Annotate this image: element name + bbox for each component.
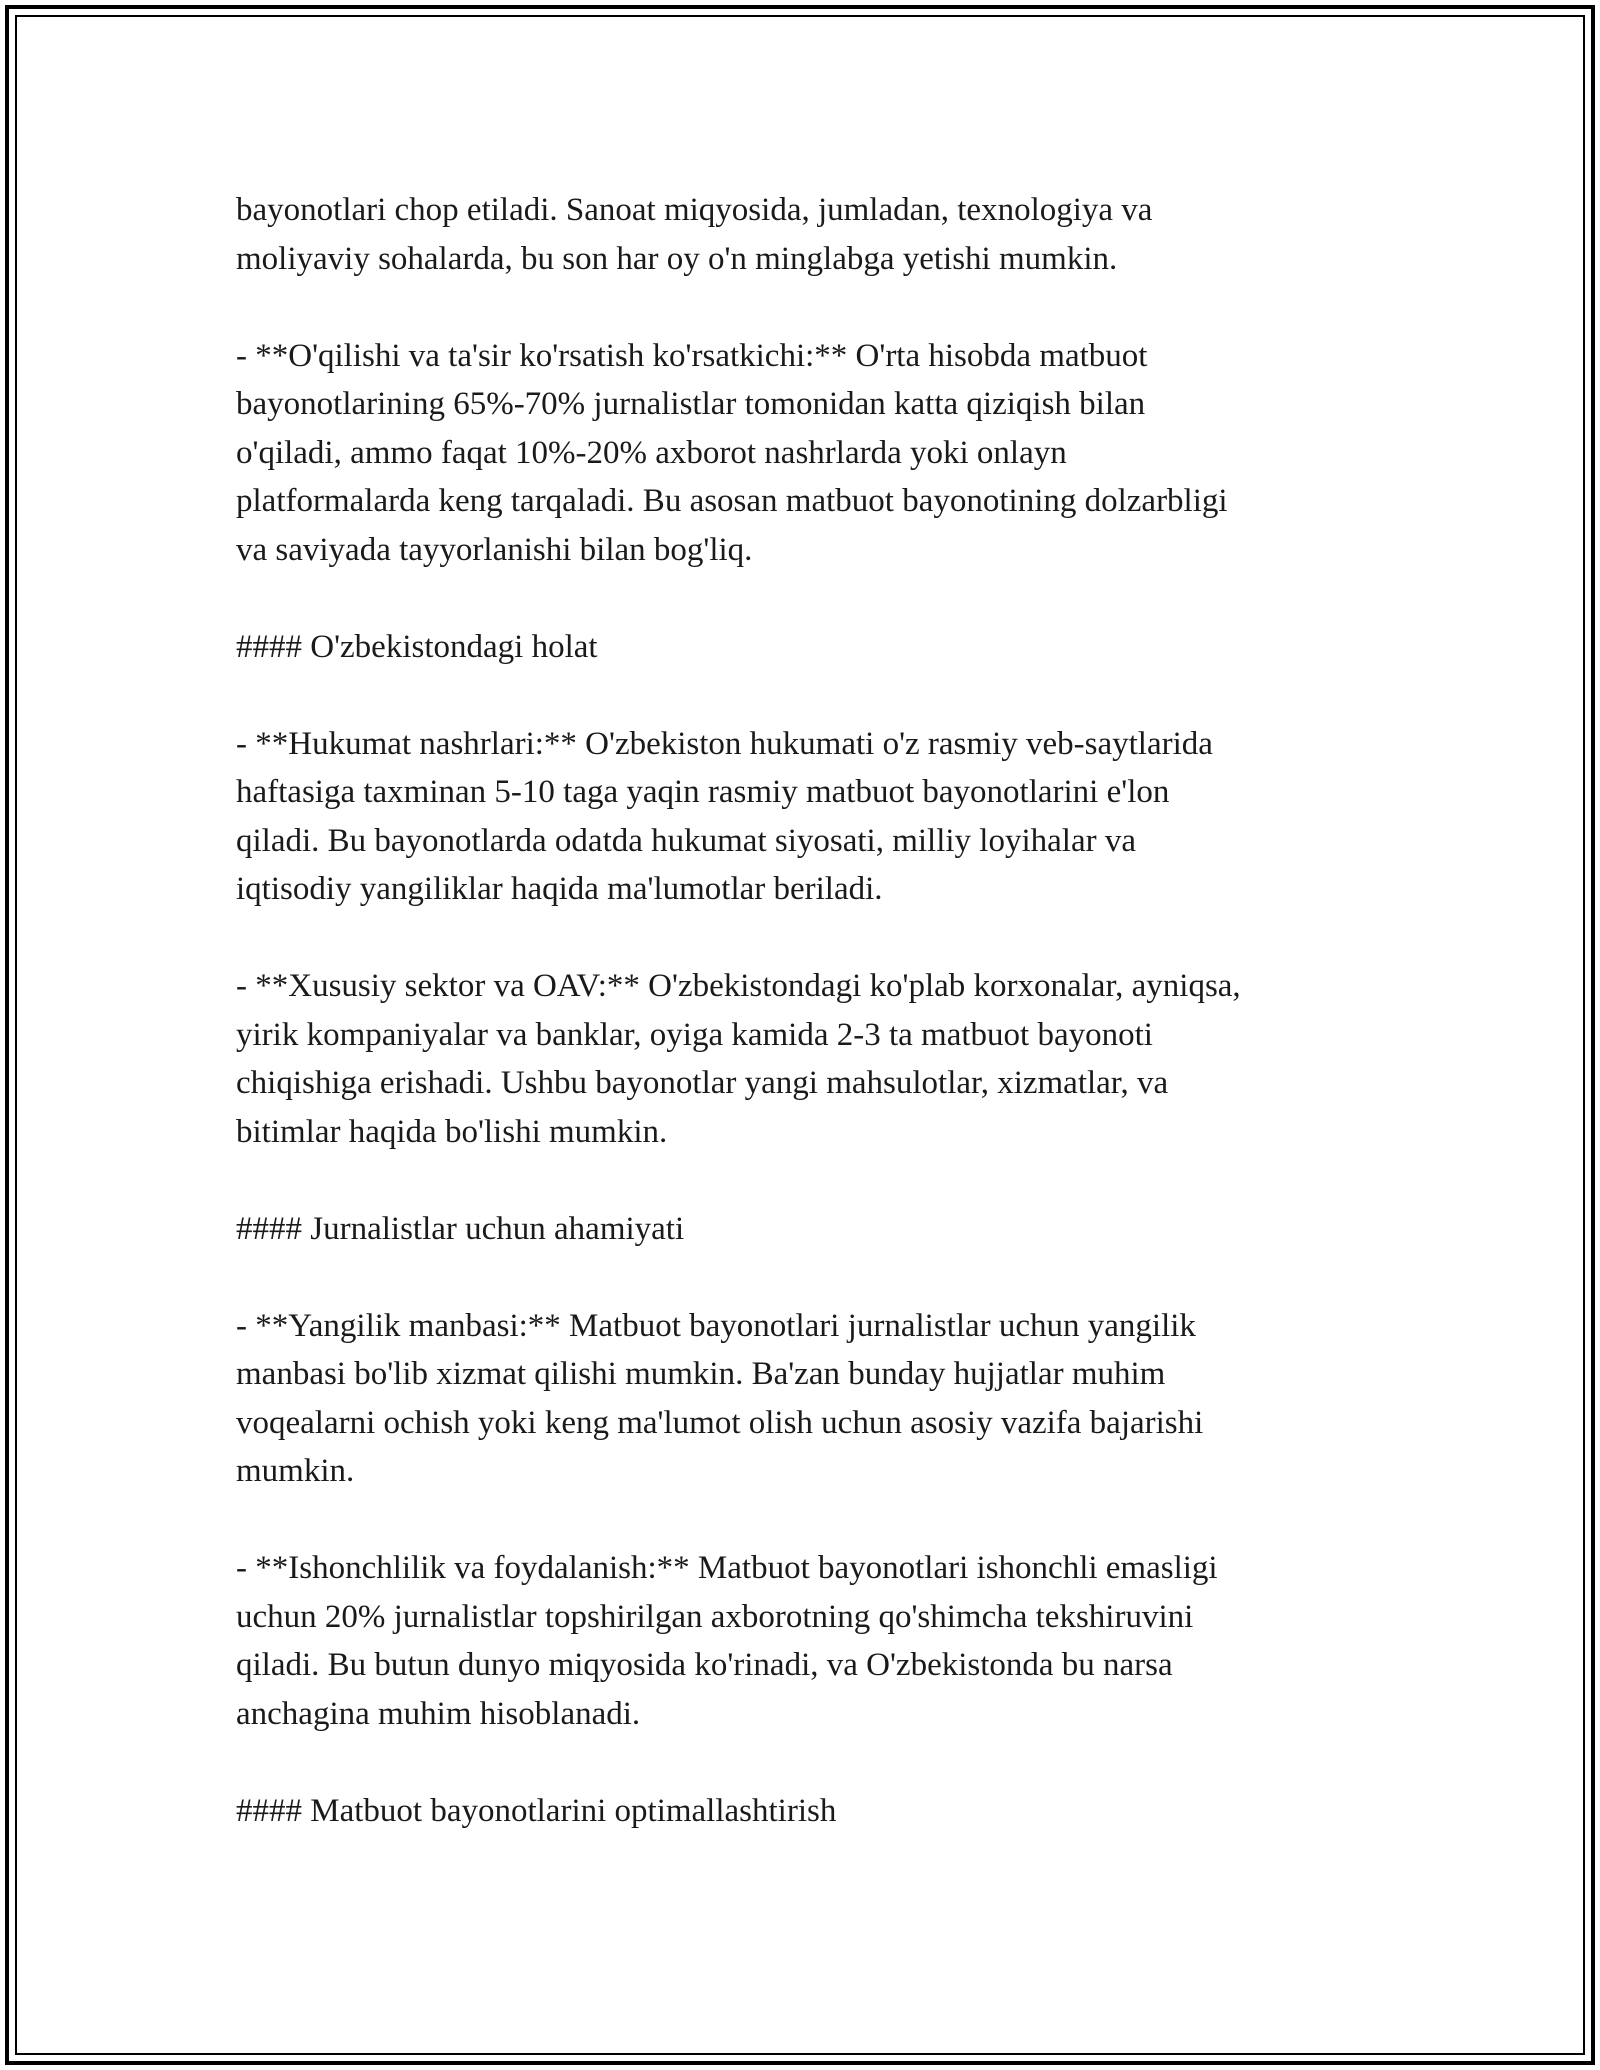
section-heading-optimization: #### Matbuot bayonotlarini optimallashtirish bbox=[236, 1792, 837, 1829]
paragraph-private-sector-media: - **Xususiy sektor va OAV:** O'zbekistondagi ko'plab korxonalar, ayniqsa, yirik kompaniyalar va banklar, oyiga kamida 2-3 ta matbuot bayonoti chiqishiga erishadi. Ushbu bayonotlar yangi mahsulotlar, xizmatlar, va bitimlar haqida bo'lishi mumkin. bbox=[236, 968, 1241, 1150]
paragraph-reliability-usage: - **Ishonchlilik va foydalanish:** Matbuot bayonotlari ishonchli emasligi uchun 20% jurnalistlar topshirilgan axborotning qo'shimcha tekshiruvini qiladi. Bu butun dunyo miqyosida ko'rinadi, va O'zbekistonda bu narsa anchagina muhim hisoblanadi. bbox=[236, 1550, 1218, 1732]
document-body bbox=[236, 186, 1376, 1835]
paragraph-government-releases: - **Hukumat nashrlari:** O'zbekiston hukumati o'z rasmiy veb-saytlarida haftasiga taxminan 5-10 taga yaqin rasmiy matbuot bayonotlarini e'lon qiladi. Bu bayonotlarda odatda hukumat siyosati, milliy loyihalar va iqtisodiy yangiliklar haqida ma'lumotlar beriladi. bbox=[236, 725, 1213, 907]
paragraph-continuation: bayonotlari chop etiladi. Sanoat miqyosida, jumladan, texnologiya va moliyaviy sohalarda, bu son har oy o'n minglabga yetishi mumkin. bbox=[236, 192, 1153, 277]
section-heading-journalist-importance: #### Jurnalistlar uchun ahamiyati bbox=[236, 1210, 685, 1247]
section-heading-uzbekistan-status: #### O'zbekistondagi holat bbox=[236, 628, 598, 665]
paragraph-news-source: - **Yangilik manbasi:** Matbuot bayonotlari jurnalistlar uchun yangilik manbasi bo'lib xizmat qilishi mumkin. Ba'zan bunday hujjatlar muhim voqealarni ochish yoki keng ma'lumot olish uchun asosiy vazifa bajarishi mumkin. bbox=[236, 1307, 1204, 1489]
paragraph-readership-metric: - **O'qilishi va ta'sir ko'rsatish ko'rsatkichi:** O'rta hisobda matbuot bayonotlarining 65%-70% jurnalistlar tomonidan katta qiziqish bilan o'qiladi, ammo faqat 10%-20% axborot nashrlarda yoki onlayn platformalarda keng tarqaladi. Bu asosan matbuot bayonotining dolzarbligi va saviyada tayyorlanishi bilan bog'liq. bbox=[236, 337, 1228, 568]
